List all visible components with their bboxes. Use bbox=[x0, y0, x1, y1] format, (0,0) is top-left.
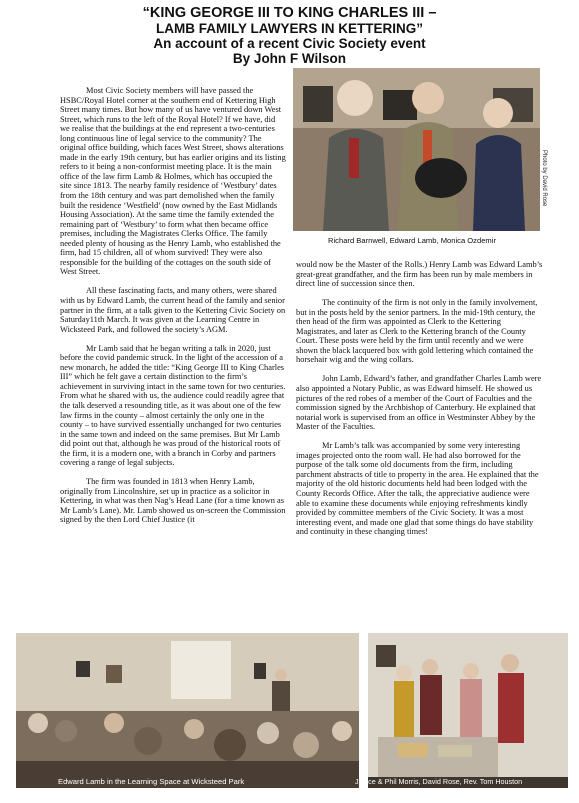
bottom-right-caption: Janice & Phil Morris, David Rose, Rev. Tom Houston bbox=[355, 777, 523, 786]
right-text-column bbox=[296, 260, 543, 537]
bottom-left-caption: Edward Lamb in the Learning Space at Wicksteed Park bbox=[58, 777, 245, 786]
article-subtitle: An account of a recent Civic Society event bbox=[153, 36, 426, 51]
article-title-line-1: “KING GEORGE III TO KING CHARLES III – bbox=[142, 5, 437, 21]
photo-credit: Photo by David Rose bbox=[541, 150, 547, 207]
top-photo-caption: Richard Barnwell, Edward Lamb, Monica Ozdemir bbox=[328, 236, 496, 245]
paragraph: John Lamb, Edward’s father, and grandfather Charles Lamb were also appointed a Notary Public, as was Edward himself. He showed us pictures of the red robes of a member of the Court of Faculties and the commission signed by the Archbishop of Canterbury. He explained that notarial work is supervised from an office in Westminster Abbey by the Master of the Faculties. bbox=[296, 374, 542, 432]
paragraph: The continuity of the firm is not only in the family involvement, but in the posts held by the senior partners. In the mid-19th century, the then head of the firm was appointed as Clerk to the Kettering Magistrates, and later as Clerk to the Kettering branch of the County Court. These posts were held by the firm until recently and we were shown the black lacquered box with gold lettering which contained the horsehair wig and the wing collars. bbox=[296, 298, 538, 365]
article-title-block bbox=[60, 6, 519, 66]
article-byline: By John F Wilson bbox=[232, 51, 347, 66]
photo-audience-talk bbox=[16, 633, 359, 788]
paragraph: Mr Lamb’s talk was accompanied by some very interesting images projected onto the room wall. He had also borrowed for the purpose of the talk some old documents from the firm, including parchment abstracts of title to property in the area. He explained that the majority of the old historic documents held had been lodged with the County Records Office. After the talk, the appreciative audience were able to examine these documents while enjoying refreshments kindly provided by committee members of the Civic Society. It was a most interesting event, and made one glad that some things do have stability and continuity in these changing times! bbox=[296, 441, 539, 537]
paragraph: Most Civic Society members will have passed the HSBC/Royal Hotel corner at the southern end of Kettering High Street many times. But how many of us have ventured down West Street, which runs to the left of the Royal Hotel? If we have, did we realise that the buildings at the end represent a two-centuries long continuous line of legal service to the community? The original office building, which faces West Street, shows alterations made in the early 19th century, but has earlier origins and its listing refers to it being a non-conformist meeting place. It is the main office of the law firm Lamb & Holmes, which has occupied the site since 1813. The nearby family residence of ‘Westbury’ dates from the 18th century and was part demolished when the family built the residence ‘Westfield’ (now owned by the East Midlands Housing Association). At the same time the family extended the remaining part of ‘Westbury’ to form what then became office premises, including the Magistrates Clerks Office. The family needed plenty of housing as the Henry Lamb, who established the firm, had 15 children, all of whom survived! They were also responsible for the building of the cottages on the south side of West Street. bbox=[60, 86, 286, 277]
left-text-column bbox=[60, 86, 286, 525]
paragraph: would now be the Master of the Rolls.) Henry Lamb was Edward Lamb’s great-great grandfather, and the firm has been run by male members in direct line of succession since then. bbox=[296, 260, 543, 289]
photo-three-people bbox=[293, 68, 540, 231]
paragraph: All these fascinating facts, and many others, were shared with us by Edward Lamb, the current head of the family and senior partner in the firm, at a talk given to the Kettering Civic Society on Saturday11th March. It was given at the Learning Centre in Wicksteed Park, and followed the society’s AGM. bbox=[60, 286, 286, 334]
photo-group-documents bbox=[368, 633, 568, 788]
paragraph: Mr Lamb said that he began writing a talk in 2020, just before the covid pandemic struck. In the light of the accession of a new monarch, he added the title: “King George III to King Charles III” which he felt gave a certain distinction to the firm’s achievement in surviving intact in the same town for two centuries. From what he shared with us, the audience could readily agree that the talk deserved a resounding title, as it was about one of the few law firms in the county – almost certainly the only one in the county – to have survived essentially unchanged for two centuries in the same town and indeed on the same premises. But Mr Lamb did point out that, although he was proud of the historical roots of the firm, it is a modern one, with a branch in Corby and partners covering a range of legal subjects. bbox=[60, 343, 286, 468]
paragraph: The firm was founded in 1813 when Henry Lamb, originally from Lincolnshire, set up in practice as a solicitor in Kettering, in what was then Nag’s Head Lane (for a time known as Mr Lamb’s Lane). Mr. Lamb showed us on-screen the Commission signed by the then Lord Chief Justice (it bbox=[60, 477, 286, 525]
article-title-line-2: LAMB FAMILY LAWYERS IN KETTERING” bbox=[155, 21, 423, 36]
